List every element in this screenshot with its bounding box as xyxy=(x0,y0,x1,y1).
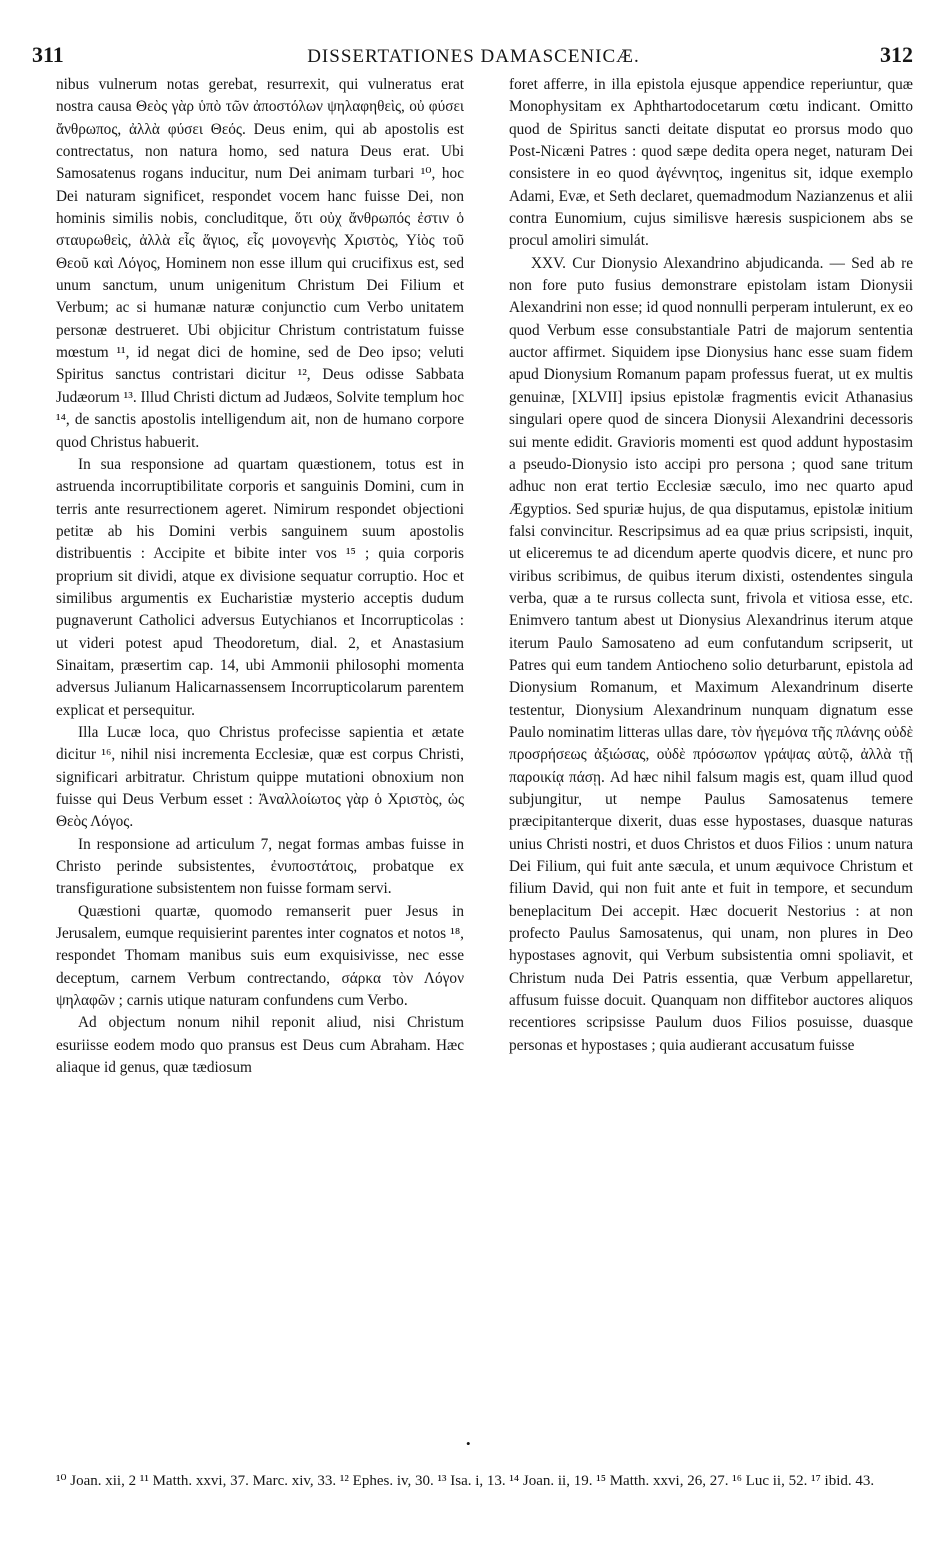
paragraph: In responsione ad articulum 7, negat formas ambas fuisse in Christo perinde subsistentes, ἐνυποστάτοις, probatque ex transfiguratione subsistentem non fuisse formam servi. xyxy=(56,835,464,898)
paragraph: foret afferre, in illa epistola ejusque appendice reperiuntur, quæ Monophysitam ex Aphthartodocetarum cœtu indicant. Omitto quod de Spiritus sancti deitate disputat eo prorsus modo quo Post-Nicæni Patres : quod sæpe dedita opera neget, naturam Dei consistere in eo quod ἀγέννητος, ingenitus sit, idque exemplo Adami, Evæ, et Seth declaret, quemadmodum Nazianzenus et alii contra Eunomium, cujus similisve hæresis suspicionem abs se procul amoliri simulát. xyxy=(509,76,913,250)
paragraph: XXV. Cur Dionysio Alexandrino abjudicanda. — Sed ab re non fore puto fusius demonstrare epistolam istam Dionysii Alexandrini non esse; id quod nonnulli perperam intulerunt, ex eo quod Verbum esse consubstantiale Patri de majorum sententia auctor affirmet. Siquidem ipse Dionysius hanc esse suam fidem apud Dionysium Romanum papam professus fuerat, ut ex multis genuinæ, [XLVII] ipsius epistolæ fragmentis evicit Athanasius singulari opere quod de sincera Dionysii Alexandrini decessoris sui mente edidit. Gravioris momenti est quod addunt hypostasim a pseudo-Dionysio isto accipi pro persona ; quod sane tritum adhuc non erat tertio Ecclesiæ sæculo, imo nec quarto apud Ægyptios. Sed spuriæ hujus, de qua disputamus, epistolæ initium falsi convincitur. Rescripsimus ad ea quæ prius scripsisti, inquit, ut eliceremus te ad dicendum aperte quodvis dicere, et nunc pro viribus scribimus, de quibus iterum dixisti, ostendentes singula verba, quæ a te rursus collecta sunt, frivola et vitiosa esse, etc. Enimvero tantum abest ut Dionysius Alexandrinus iterum atque iterum Paulo Samosateno ad eum confutandum scripserit, ut Patres qui eum tandem Antiocheno solio deturbarunt, epistola ad Dionysium Romanum, et Maximum Alexandrinum diserte testentur, Dionysium Alexandrinum nunquam dignatum esse Paulo nominatim litteras ullas dare, τὸν ἡγεμόνα τῆς πλάνης οὐδὲ προσρήσεως ἀξιώσας, οὐδὲ πρόσωπον γράψας αὐτῷ, ἀλλὰ τῇ παροικίᾳ πάσῃ. Ad hæc nihil falsum magis est, quam illud quod subjungitur, ut nempe Paulus Samosatenus temere præcipitanterque dixerit, duas esse hypostases, duasque naturas unius Christi nostri, et duos Christos et duos Filios : unum natura Dei Filium, qui fuit ante sæcula, et unum æquivoce Christum et filium David, qui non fuit ante et fuit in tempore, et secundum beneplacitum Dei accepit. Hæc docuerit Nestorius : at non profecto Paulus Samosatenus, qui unam, non plures in Deo hypostases agnovit, qui Verbum subsistentia omni spoliavit, et Christum nuda Dei Patris essentia, quæ Verbum appellaretur, affusum fuisse docuit. Quanquam non diffitebor auctores aliquos recentiores scripsisse Paulum duos Filios posuisse, duasque personas et hypostases ; quia audierant accusatum fuisse xyxy=(509,254,913,1054)
paragraph: Ad objectum nonum nihil reponit aliud, nisi Christum esuriisse eodem modo quo pransus est Deus cum Abraham. Hæc aliaque id genus, quæ tædiosum xyxy=(56,1014,464,1077)
paragraph: Illa Lucæ loca, quo Christus profecisse sapientia et ætate dicitur ¹⁶, nihil nisi incrementa Ecclesiæ, quæ est corpus Christi, significari arbitratur. Christum quippe mutationi obnoxium non fuisse qui Deus Verbum esset : Ἀναλλοίωτος γὰρ ὁ Χριστὸς, ὡς Θεὸς Λόγος. xyxy=(56,723,464,831)
paragraph: In sua responsione ad quartam quæstionem, totus est in astruenda incorruptibilitate corporis et sanguinis Domini, cum in terris ante resurrectionem ageret. Nimirum respondet objectioni petitæ ab his Domini verbis sanguinem suum apostolis distribuentis : Accipite et bibite inter vos ¹⁵ ; quia corporis proprium sit dividi, atque ex divisione sequatur corruptio. Hoc et similibus argumentis ex Eucharistiæ mysterio acceptis dudum pugnaverunt Catholici adversus Eutychianos et Incorrupticolas : ut videri potest apud Theodoretum, dial. 2, et Anastasium Sinaitam, præsertim cap. 14, ubi Ammonii philosophi momenta adversus Julianum Halicarnassensem Incorrupticolarum parentem explicat et persequitur. xyxy=(56,455,464,719)
paragraph: nibus vulnerum notas gerebat, resurrexit, qui vulneratus erat nostra causa Θεὸς γὰρ ὑπὸ τῶν ἀποστόλων ψηλαφηθεὶς, οὐ φύσει ἄνθρωπος, ἀλλὰ φύσει Θεός. Deus enim, qui ab apostolis est contrectatus, non natura homo, sed natura Deus erat. Ubi Samosatenus rogans inducitur, num Dei animam turbari ¹⁰, hoc Dei naturam significet, respondet vocem hanc fuisse Dei, non hominis similis nobis, concluditque, ὅτι οὐχ ἄνθρωπός ἐστιν ὁ σταυρωθεὶς, ἀλλὰ εἷς ἅγιος, εἷς μονογενὴς Χριστὸς, Υἱὸς τοῦ Θεοῦ καὶ Λόγος, Hominem non esse illum qui crucifixus est, sed unum sanctum, unum unigenitum Christum Dei Filium et Verbum; ac si humanæ naturæ conjunctio cum Verbo unitatem personæ destrueret. Ubi objicitur Christum contristatum fuisse mœstum ¹¹, id negat dici de homine, sed de Deo ipso; veluti Spiritus sanctus contristari dicitur ¹², Deus odisse Sabbata Judæorum ¹³. Illud Christi dictum ad Judæos, Solvite templum hoc ¹⁴, de sanctis apostolis intelligendum ait, non de humano corpore quod Christus habuerit. xyxy=(56,76,464,451)
footnotes: ¹⁰ Joan. xii, 2 ¹¹ Matth. xxvi, 37. Marc. xiv, 33. ¹² Ephes. iv, 30. ¹³ Isa. i, 13. ¹⁴ Joan. ii, 19. ¹⁵ Matth. xxvi, 26, 27. ¹⁶ Luc ii, 52. ¹⁷ ibid. 43. xyxy=(56,1473,875,1489)
left-column xyxy=(56,74,464,1079)
separator-dot: • xyxy=(466,1436,471,1451)
paragraph: Quæstioni quartæ, quomodo remanserit puer Jesus in Jerusalem, eumque requisierint parentes inter cognatos et notos ¹⁸, respondet Thomam manibus suis eum exquisivisse, nec esse deceptum, carnem Verbum contrectando, σάρκα τὸν Λόγον ψηλαφῶν ; carnis utique naturam confundens cum Verbo. xyxy=(56,902,464,1010)
page-number-left: 311 xyxy=(32,42,64,67)
page-number-right: 312 xyxy=(880,42,913,67)
running-title: DISSERTATIONES DAMASCENICÆ. xyxy=(307,46,640,67)
right-column xyxy=(509,74,913,1057)
page-header xyxy=(28,42,919,72)
